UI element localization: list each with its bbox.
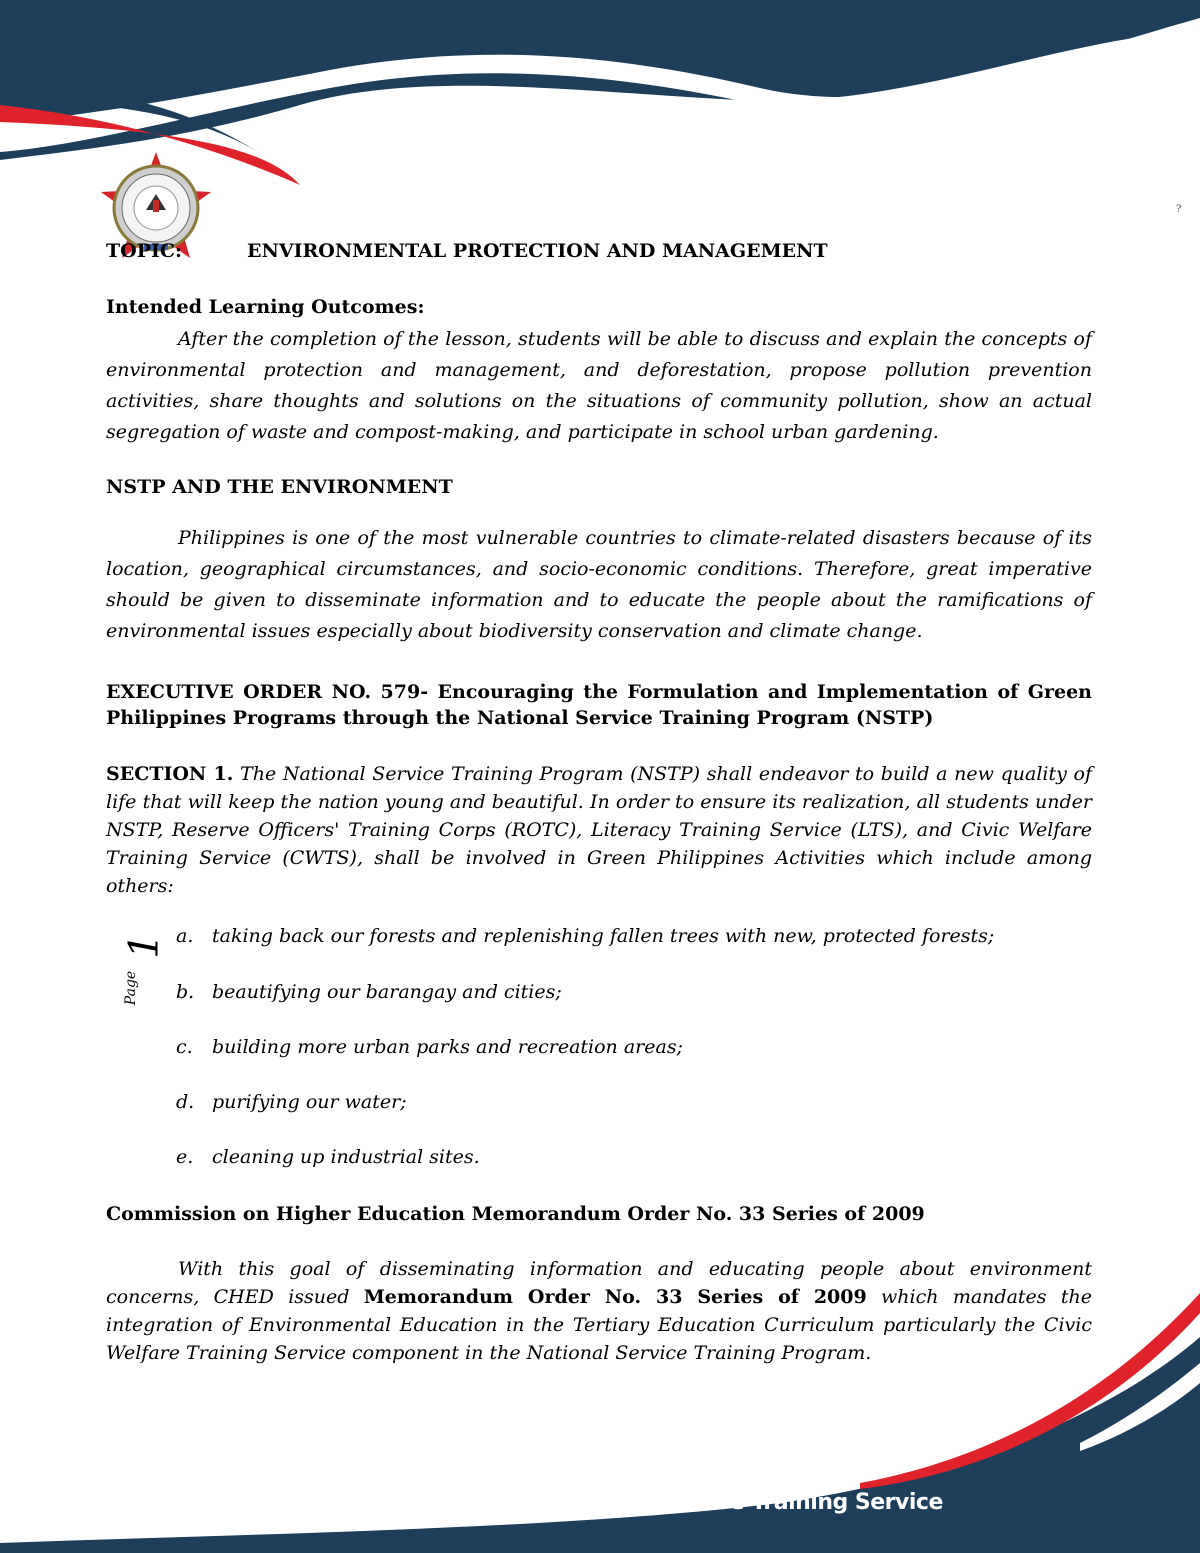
topic-label: TOPIC:	[106, 240, 182, 262]
learning-outcomes-heading: Intended Learning Outcomes:	[106, 296, 425, 318]
list-item: d. purifying our water;	[176, 1091, 407, 1113]
list-item: a. taking back our forests and replenishing fallen trees with new, protected forests;	[176, 925, 995, 947]
executive-order-heading: EXECUTIVE ORDER NO. 579- Encouraging the Formulation and Implementation of Green Philippines Programs through the National Service Training Program (NSTP)	[106, 681, 1092, 729]
page-word: Page	[123, 970, 140, 1006]
nstp-environment-heading: NSTP AND THE ENVIRONMENT	[106, 476, 453, 498]
ched-text: With this goal of disseminating information and educating people about environment concerns, CHED issued Memorandum Order No. 33 Series of 2009 which mandates the integration of Environmental Education in the Tertiary Education Curriculum particularly the Civic Welfare Training Service component in the National Service Training Program.	[106, 1258, 1092, 1364]
nstp-environment-text: Philippines is one of the most vulnerable countries to climate-related disasters because of its location, geographical circumstances, and socio-economic conditions. Therefore, great imperative should be given to disseminate information and to educate the people about the ramifications of environmental issues especially about biodiversity conservation and climate change.	[106, 527, 1092, 642]
list-item: c. building more urban parks and recreation areas;	[176, 1036, 683, 1058]
topic-line	[106, 240, 1092, 262]
page-number: 1	[121, 933, 168, 959]
section-1-paragraph	[106, 760, 1092, 900]
stray-mark: ?	[1176, 204, 1182, 215]
section-1-label: SECTION 1.	[106, 763, 234, 785]
page-number-marker	[121, 933, 168, 1020]
topic-title: ENVIRONMENTAL PROTECTION AND MANAGEMENT	[247, 240, 828, 262]
learning-outcomes-text: After the completion of the lesson, students will be able to discuss and explain the concepts of environmental protection and management, and deforestation, propose pollution prevention activities, share thoughts and solutions on the situations of community pollution, show an actual segregation of waste and compost-making, and participate in school urban gardening.	[106, 328, 1092, 443]
ched-heading: Commission on Higher Education Memorandum Order No. 33 Series of 2009	[106, 1203, 925, 1225]
footer-program-title: National Service Training Program - Civic Welfare Training Service	[156, 1490, 943, 1515]
list-item: e. cleaning up industrial sites.	[176, 1146, 480, 1168]
section-1-text: The National Service Training Program (NSTP) shall endeavor to build a new quality of life that will keep the nation young and beautiful. In order to ensure its realization, all students under NSTP, Reserve Officers' Training Corps (ROTC), Literacy Training Service (LTS), and Civic Welfare Training Service (CWTS), shall be involved in Green Philippines Activities which include among others:	[106, 763, 1092, 897]
list-item: b. beautifying our barangay and cities;	[176, 981, 562, 1003]
memorandum-reference: Memorandum Order No. 33 Series of 2009	[363, 1286, 867, 1308]
